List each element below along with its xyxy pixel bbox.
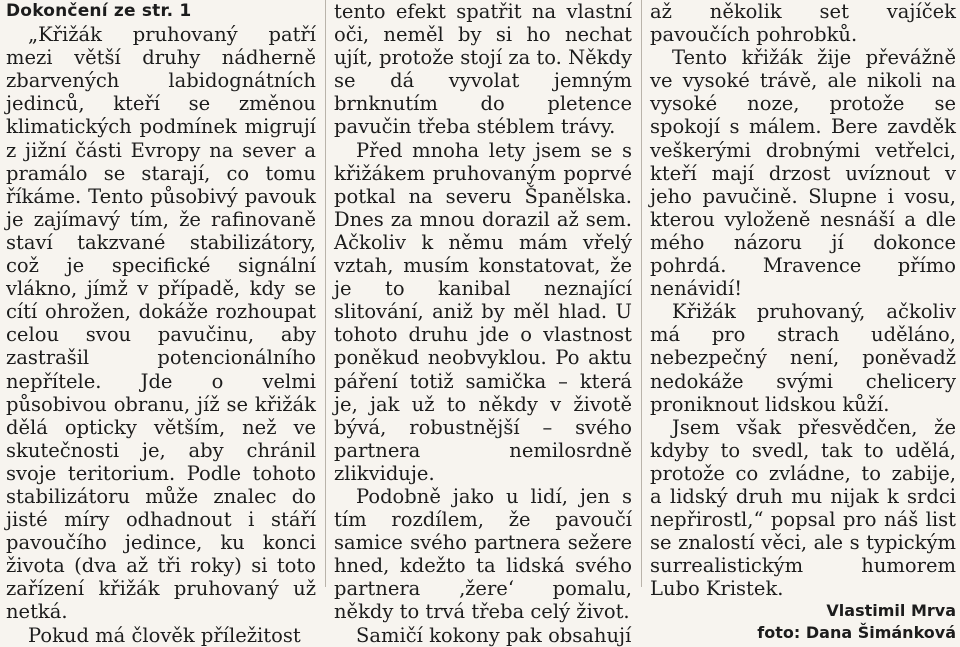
author-byline: Vlastimil Mrva — [826, 601, 956, 621]
paragraph: Křižák pruhovaný, ačkoliv má pro strach uděláno, nebezpečný není, poněvadž nedokáže svými chelicery proniknout lidskou kůží. — [650, 300, 956, 416]
paragraph: „Křižák pruhovaný patří mezi větší druhy nádherně zbarvených labidognátních jedinců, kteří se změnou klimatických podmínek migrují z jižní části Evropy na sever a pramálo se starají, co tomu říkáme. Tento působivý pavouk je zajímavý tím, že rafinovaně staví takzvané stabilizátory, což je specifické signální vlákno, jímž v případě, kdy se cítí ohrožen, dokáže rozhoupat celou svou pavučinu, aby zastrašil potencionálního nepřítele. Jde o velmi působivou obranu, jíž se křižák dělá opticky větším, než ve skutečnosti je, aby chránil svoje teritorium. Podle tohoto stabilizátoru může znalec do jisté míry odhadnout i stáří pavoučího jedince, ku konci života (dva až tři roky) si toto zařízení křižák pruhovaný už netká. — [6, 23, 316, 624]
paragraph: Tento křižák žije převážně ve vysoké trávě, ale nikoli na vysoké noze, protože se spokojí s málem. Bere zavděk veškerými drobnými vetřelci, kteří mají drzost uvíznout v jeho pavučině. Slupne i vosu, kterou vyloženě nesnáší a dle mého názoru jí dokonce pohrdá. Mravence přímo nenávidí! — [650, 46, 956, 301]
column-divider — [325, 0, 326, 587]
article-column-3 — [650, 0, 956, 644]
article-column-2 — [334, 0, 632, 647]
column-divider — [641, 0, 642, 587]
paragraph: Pokud má člověk příležitost — [28, 623, 301, 647]
paragraph: Před mnoha lety jsem se s křižákem pruhovaným poprvé potkal na severu Španělska. Dnes za mnou dorazil až sem. Ačkoliv k němu mám vřelý vztah, musím konstatovat, že je to kanibal neznající slitování, aniž by měl hlad. U tohoto druhu jde o vlastnost poněkud neobvyklou. Po aktu páření totiž samička – která je, jak už to někdy v životě bývá, robustnější – svého partnera nemilosrdně zlikviduje. — [334, 138, 632, 485]
paragraph: Jsem však přesvědčen, že kdyby to svedl, tak to udělá, protože co zvládne, to zabije, a lidský druh mu nijak k srdci nepřirostl,“ popsal pro náš list se znalostí věci, ale s typickým surrealistickým humorem Lubo Kristek. — [650, 415, 956, 601]
paragraph: až několik set vajíček pavoučích pohrobků. — [650, 0, 956, 47]
paragraph: Samičí kokony pak obsahují — [356, 623, 632, 647]
continuation-heading: Dokončení ze str. 1 — [6, 1, 192, 21]
paragraph: tento efekt spatřit na vlastní oči, neměl by si ho nechat ujít, protože stojí za to. Někdy se dá vyvolat jemným brnknutím do pletence pavučin třeba stéblem trávy. — [334, 0, 632, 139]
photo-credit: foto: Dana Šimánková — [757, 623, 956, 643]
paragraph: Podobně jako u lidí, jen s tím rozdílem, že pavoučí samice svého partnera sežere hned, kdežto ta lidská svého partnera ‚žere‘ pomalu, někdy to trvá třeba celý život. — [334, 484, 632, 624]
article-column-1 — [6, 0, 316, 647]
